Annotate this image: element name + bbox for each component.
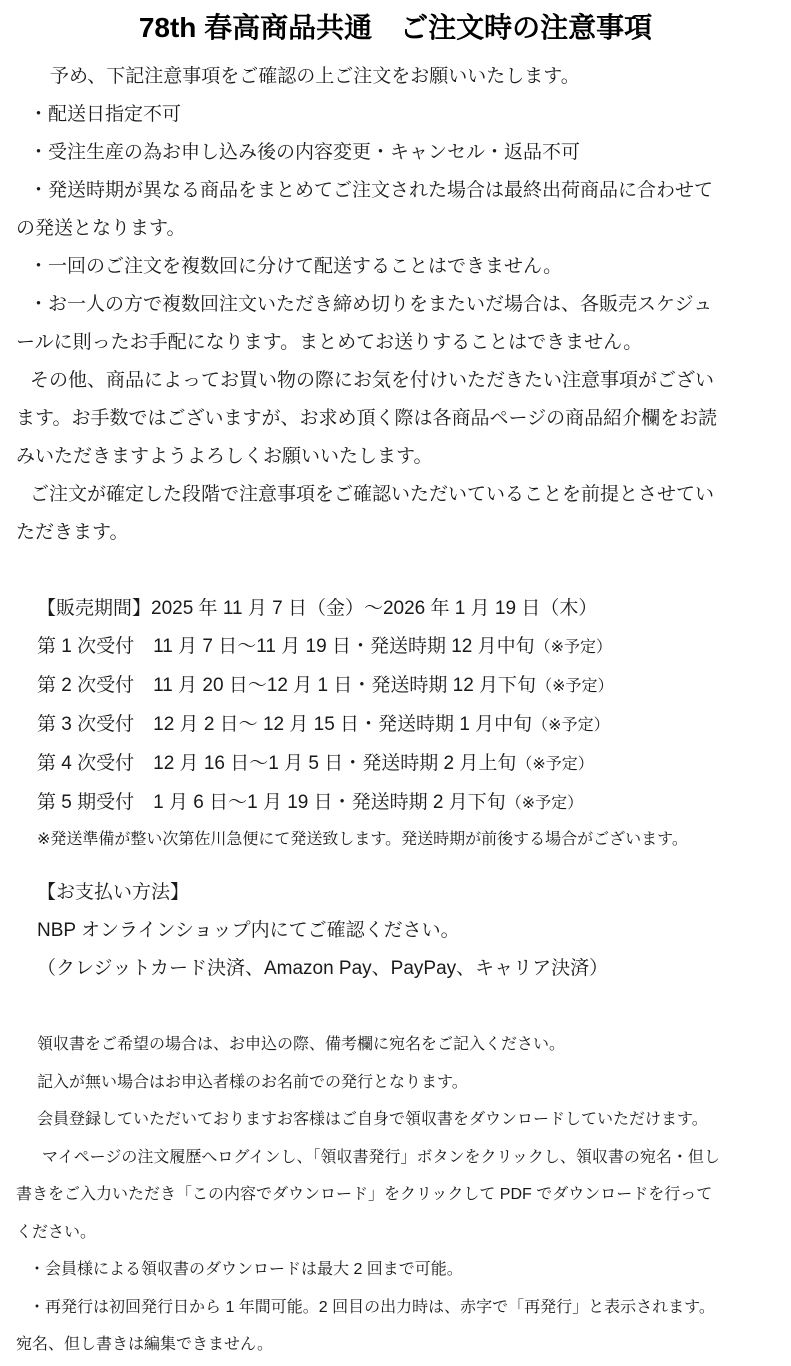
text-line: の発送となります。 [16,218,186,239]
text-line: 【販売期間】2025 年 11 月 7 日（金）～2026 年 1 月 19 日（木） [37,598,598,619]
text-line: ・受注生産の為お申し込み後の内容変更・キャンセル・返品不可 [29,142,581,163]
document-body [0,58,791,1364]
text-line: ・発送時期が異なる商品をまとめてご注文された場合は最終出荷商品に合わせて [29,180,714,201]
schedule-note: （※予定） [505,795,584,812]
text-line: ールに則ったお手配になります。まとめてお送りすることはできません。 [16,332,643,353]
text-line: NBP オンラインショップ内にてご確認ください。 [37,920,460,941]
text-line: みいただきますようよろしくお願いいたします。 [16,446,433,467]
text-line: 宛名、但し書きは編集できません。 [16,1336,273,1353]
blank-line [0,552,771,590]
text-line: 書きをご入力いただき「この内容でダウンロード」をクリックして PDF でダウンロードを行って [16,1186,713,1203]
schedule-note: （※予定） [534,639,613,656]
text-line: ・一回のご注文を複数回に分けて配送することはできません。 [29,256,563,277]
text-line: ・お一人の方で複数回注文いただき締め切りをまたいだ場合は、各販売スケジュ [29,294,713,315]
document-title: 78th 春高商品共通 ご注文時の注意事項 [138,12,653,43]
text-line: 会員登録していただいておりますお客様はご自身で領収書をダウンロードしていただけます。 [37,1111,708,1128]
text-line: ・再発行は初回発行日から 1 年間可能。2 回目の出力時は、赤字で「再発行」と表示されます。 [29,1298,715,1316]
text-line: ・配送日指定不可 [29,104,182,125]
text-line: ・会員様による領収書のダウンロードは最大 2 回まで可能。 [29,1261,463,1278]
blank-line [0,988,771,1026]
text-line: 第 4 次受付 12 月 16 日～1 月 5 日・発送時期 2 月上旬（※予定） [37,753,594,774]
text-line: その他、商品によってお買い物の際にお気を付けいただきたい注意事項がござい [30,370,715,391]
text-line: 第 1 次受付 11 月 7 日～11 月 19 日・発送時期 12 月中旬（※予定） [37,636,613,657]
text-line: 予め、下記注意事項をご確認の上ご注文をお願いいたします。 [50,66,580,87]
text-line: ただきます。 [16,522,129,543]
text-line: （クレジットカード決済、Amazon Pay、PayPay、キャリア決済） [37,958,609,979]
text-line: ご注文が確定した段階で注意事項をご確認いただいていることを前提とさせてい [30,484,715,505]
text-line: ※発送準備が整い次第佐川急便にて発送致します。発送時期が前後する場合がございます。 [37,831,688,848]
text-line: 領収書をご希望の場合は、お申込の際、備考欄に宛名をご記入ください。 [37,1036,566,1053]
schedule-note: （※予定） [532,717,610,734]
text-line: 第 2 次受付 11 月 20 日～12 月 1 日・発送時期 12 月下旬（※予定） [37,675,614,696]
text-line: マイページの注文履歴へログインし、「領収書発行」ボタンをクリックし、領収書の宛名・但し [42,1148,720,1166]
schedule-note: （※予定） [516,756,594,773]
text-line: ください。 [16,1223,97,1241]
schedule-note: （※予定） [536,678,614,695]
text-line: 【お支払い方法】 [37,882,190,903]
text-line: 第 3 次受付 12 月 2 日～ 12 月 15 日・発送時期 1 月中旬（※予定） [37,714,610,735]
text-line: 第 5 期受付 1 月 6 日～1 月 19 日・発送時期 2 月下旬（※予定） [37,792,584,813]
blank-line [0,857,771,874]
text-line: 記入が無い場合はお申込者様のお名前での発行となります。 [37,1073,468,1091]
text-line: ます。お手数ではございますが、お求め頂く際は各商品ページの商品紹介欄をお読 [16,408,718,429]
